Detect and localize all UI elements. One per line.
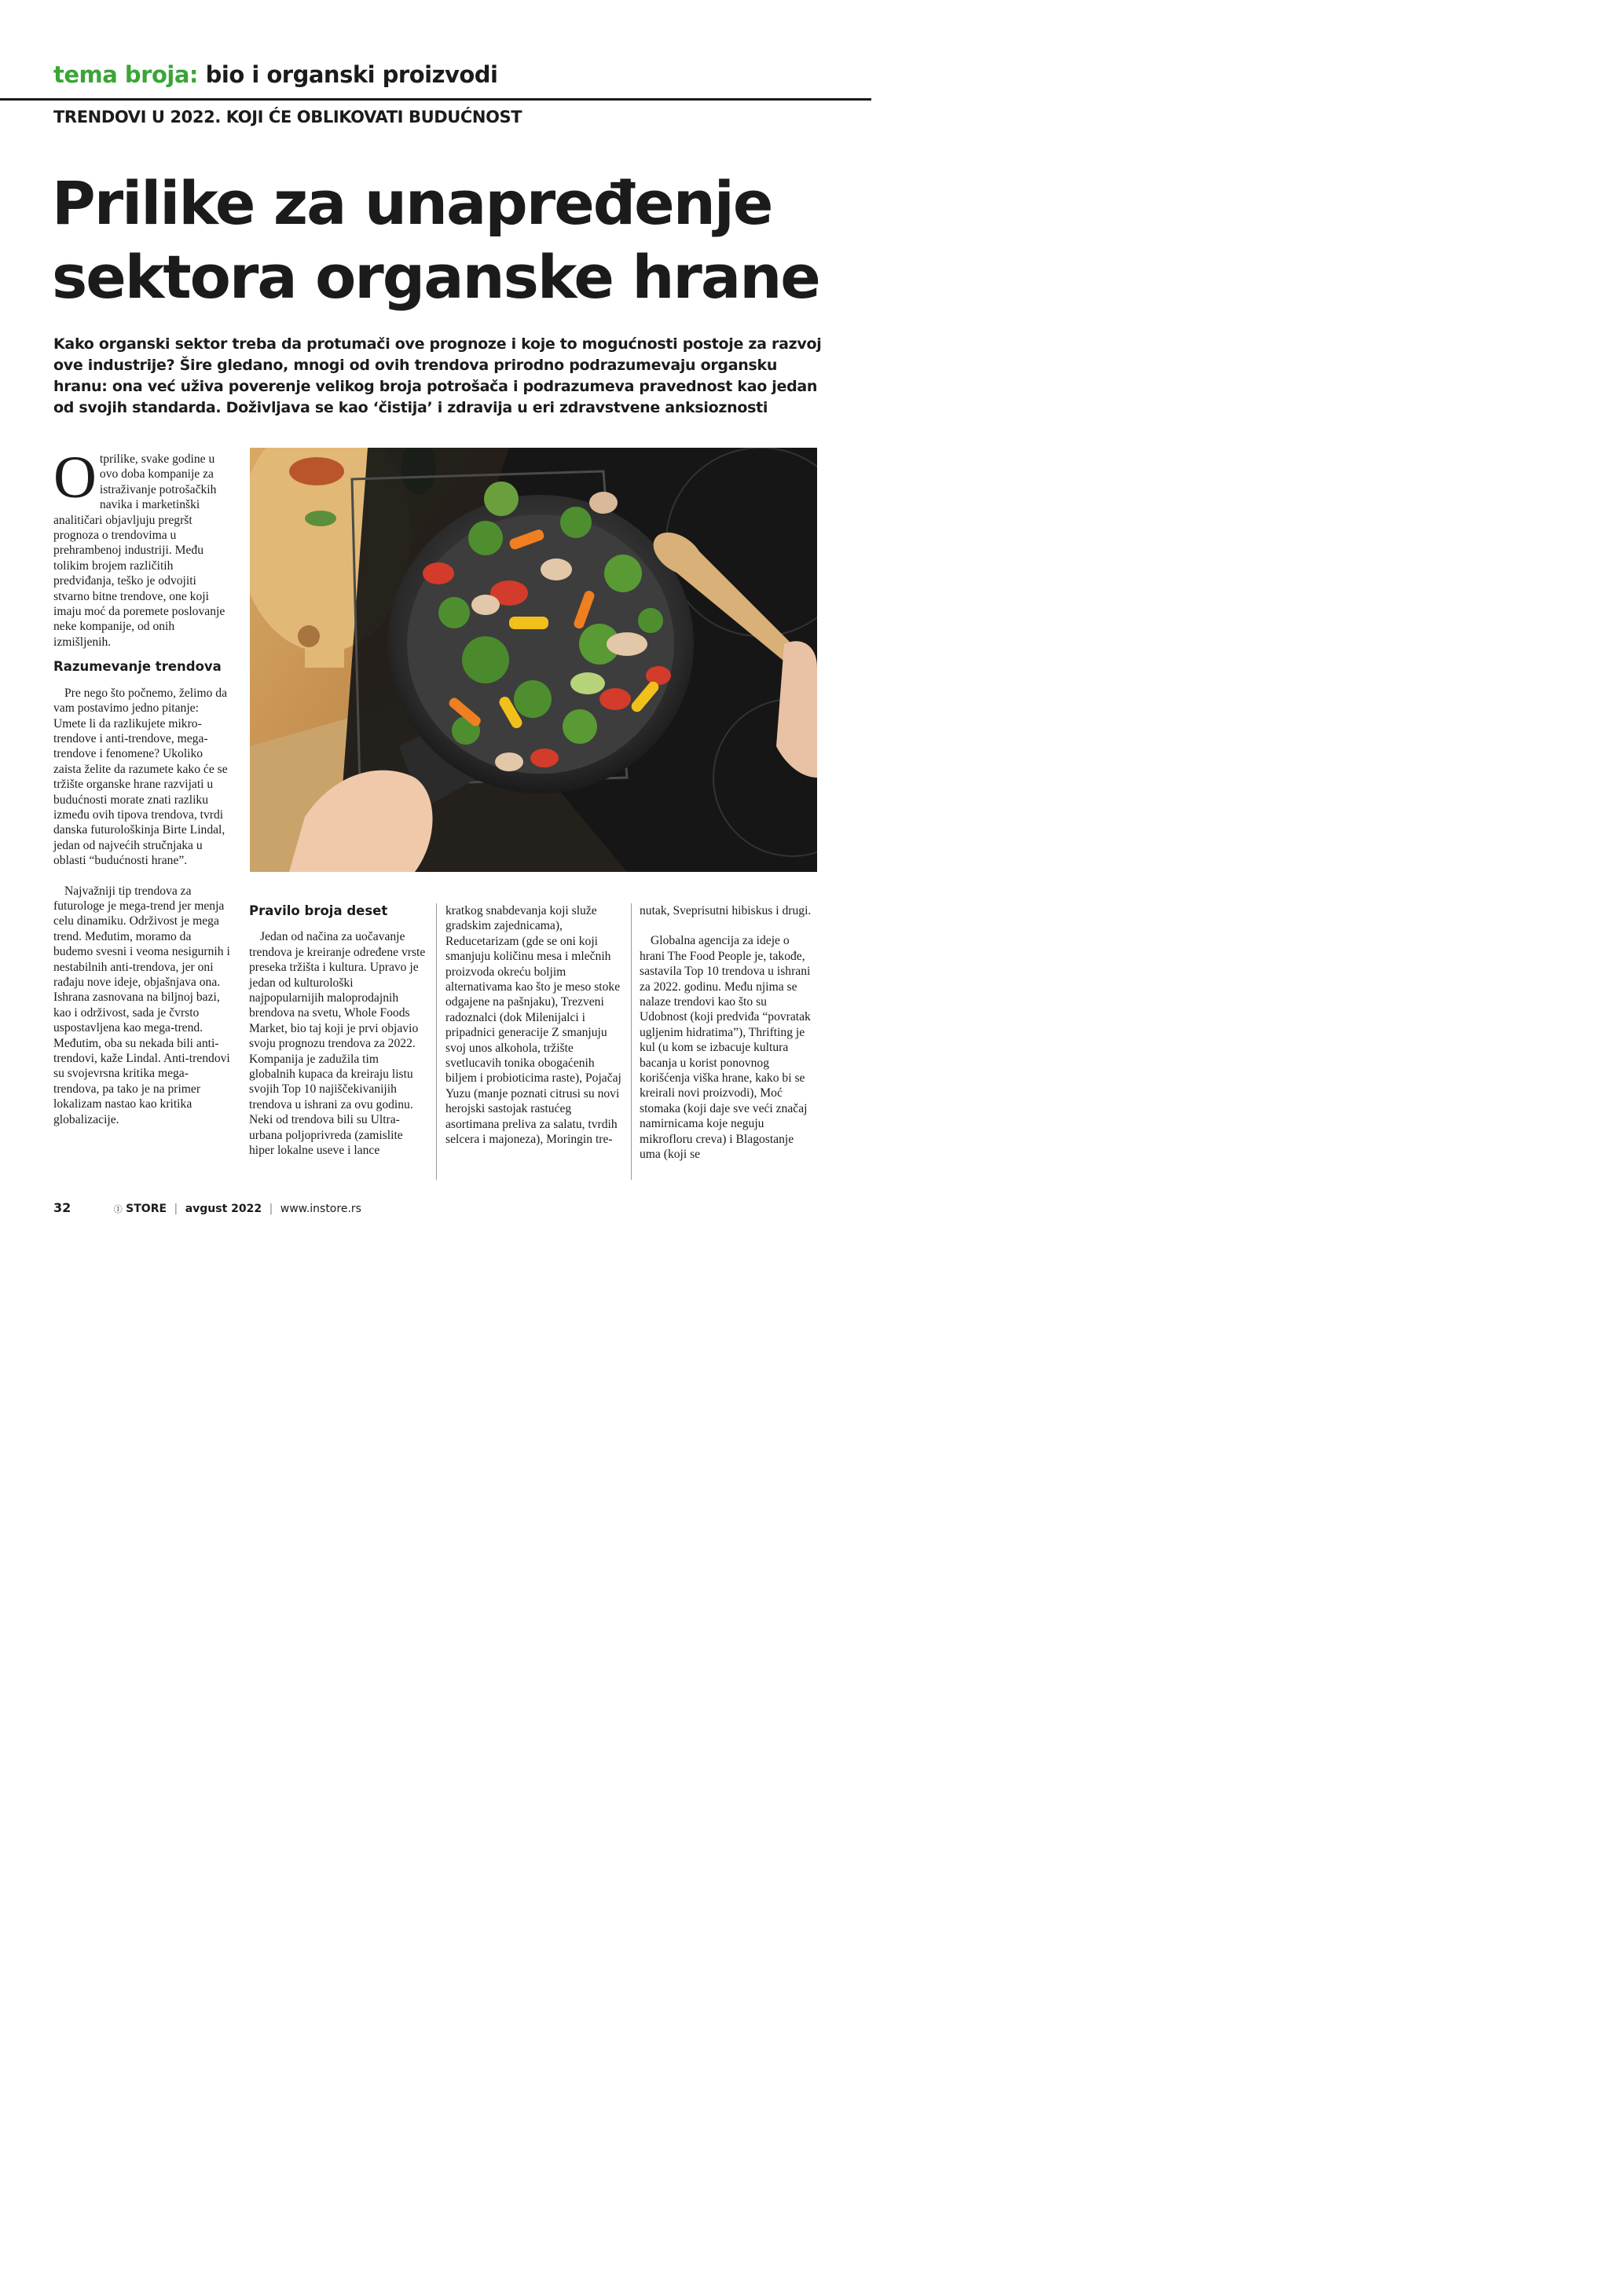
lead-paragraph: Kako organski sektor treba da protumači ove prognoze i koje to mogućnosti postoje za razvoj ove industrije? Šire gledano, mnogi od ovih trendova prirodno podrazumevaju organsku hranu: ona već uživa poverenje velikog broja potrošača i podrazumeva pravednost kao jedan od svojih standarda. Doživljava se kao ‘čistija’ i zdravija u eri zdravstvene anksioznosti <box>53 335 822 416</box>
intro-paragraph: Otprilike, svake godine u ovo doba kompanije za istraživanje potrošačkih navika i marketinški analitičari objavljuju pregršt prognoza o trendovima u prehrambenoj industriji. Među tolikim brojem različitih predviđanja, teško je odvojiti stvarno bitne trendove, one koji imaju moć da poremete poslovanje neke kompanije, od onih izmišljenih. <box>53 445 225 649</box>
footer-separator: | <box>269 1203 273 1215</box>
section-topic: bio i organski proizvodi <box>205 61 498 88</box>
column-4 <box>640 903 817 1163</box>
vegetables-pan-photo <box>250 448 817 872</box>
subhead-pravilo: Pravilo broja deset <box>249 903 388 918</box>
brand-logo-icon: Ⓘ <box>113 1204 123 1214</box>
page-footer <box>53 1200 361 1215</box>
headline-line-2: sektora organske hrane <box>52 242 819 312</box>
header-rule <box>0 98 871 101</box>
column-divider <box>436 903 437 1180</box>
article-photo <box>250 448 817 872</box>
headline <box>52 167 845 314</box>
headline-line-1: Prilike za unapređenje <box>52 168 772 238</box>
body-paragraph: Jedan od načina za uočavanje trendova je kreiranje određene vrste preseka tržišta i kultura. Upravo je jedan od kulturološki najpopularnijih maloprodajnih brendova na svetu, Whole Foods Market, bio taj koji je prvi objavio svoju prognozu trendova za 2022. Kompanija je zadužila tim globalnih kupaca da kreiraju listu svojih Top 10 najiščekivanijih trendova u ishrani za ovu godinu. Neki od trendova bili su Ultra-urbana poljoprivreda (zamislite hiper lokalne useve i lance <box>249 930 426 1158</box>
section-label: tema broja: <box>53 61 199 88</box>
body-paragraph: Najvažniji tip trendova za futurologe je mega-trend jer menja celu dinamiku. Održivost je mega trend. Međutim, moramo da budemo svesni i veoma nesigurnih i nestabilnih anti-trendova, jer oni rađaju nove ideje, objašnjava ona. Ishrana zasnovana na biljnoj bazi, kao i održivost, sada je čvrsto uspostavljena kao mega-trend. Međutim, oba su nekada bili anti-trendovi, kaže Lindal. Anti-trendovi su svojevrsna kritika mega-trendova, pa tako je na primer lokalizam nastao kao kritika globalizacije. <box>53 884 230 1126</box>
website-link[interactable]: www.instore.rs <box>280 1203 361 1215</box>
column-1 <box>53 445 231 1127</box>
body-paragraph: Pre nego što počnemo, želimo da vam postavimo jedno pitanje: Umete li da razlikujete mikro-trendove i anti-trendove, mega-trendove i fenomene? Ukoliko zaista želite da razumete kako će se tržište organske hrane razvijati u budućnosti morate znati razliku između ovih tipova trendova, tvrdi danska futurološkinja Birte Lindal, jedan od najvećih stručnjaka u oblasti “budućnosti hrane”. <box>53 686 228 868</box>
footer-separator: | <box>174 1203 178 1215</box>
body-paragraph: Globalna agencija za ideje o hrani The Food People je, takođe, sastavila Top 10 trendova u ishrani za 2022. godinu. Među njima se nalaze trendovi kao što su Udobnost (koji predviđa “povratak ugljenim hidratima”), Thrifting je kul (u kom se izbacuje kultura bacanja u korist ponovnog korišćenja viška hrane, kako bi se kreirali novi proizvodi), Moć stomaka (koji daje sve veći značaj namirnicama koje neguju mikrofloru creva) i Blagostanje uma (koji se <box>640 934 811 1162</box>
section-header <box>53 61 498 88</box>
issue-date: avgust 2022 <box>185 1203 262 1215</box>
page-number: 32 <box>53 1200 71 1215</box>
subhead-razumevanje: Razumevanje trendova <box>53 659 222 675</box>
brand-name: STORE <box>126 1203 167 1215</box>
drop-cap: O <box>53 445 97 511</box>
column-divider <box>631 903 632 1180</box>
body-paragraph: nutak, Sveprisutni hibiskus i drugi. <box>640 904 812 917</box>
body-paragraph: kratkog snabdevanja koji služe gradskim zajednicama), Reducetarizam (gde se oni koji smanjuju količinu mesa i mlečnih proizvoda okreću boljim alternativama kao što je meso stoke odgajene na pašnjaku), Trezveni radoznalci (dok Milenijalci i pripadnici generacije Z smanjuju svoj unos alkohola, tržište svetlucavih tonika obogaćenih biljem i probioticima raste), Pojačaj Yuzu (manje poznati citrusi su novi herojski sastojak rastućeg asortimana preliva za salatu, tvrdih selcera i majoneza), Moringin tre- <box>445 904 621 1147</box>
column-3 <box>445 903 623 1148</box>
kicker: TRENDOVI U 2022. KOJI ĆE OBLIKOVATI BUDUĆNOST <box>53 108 522 126</box>
column-2 <box>249 903 427 1159</box>
